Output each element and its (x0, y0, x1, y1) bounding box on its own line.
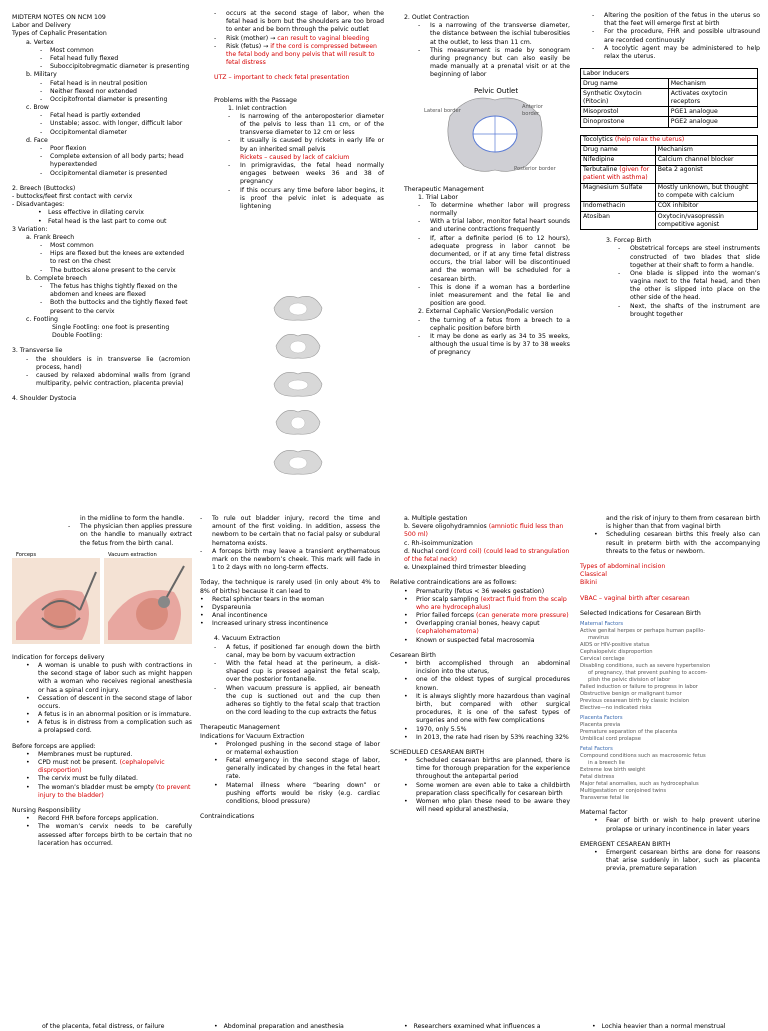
list-item: d. Nuchal cord (cord coil) (could lead to strangulation of the fetal neck) (404, 547, 570, 563)
list-item: • Some women are even able to take a childbirth preparation class specifically for cesarean birth (404, 781, 570, 797)
list-item: - If this occurs any time before labor begins, it is proof the pelvic inlet is adequate as lightening (228, 186, 384, 210)
table-row: Drug name Mechanism (581, 145, 758, 155)
list-item: - If, after a definite period (6 to 12 hours), adequate progress in labor cannot be documented, or if at any time fetal distress occurs, the trial labor will be discontinued and the woman will be scheduled for a cesarean birth. (418, 234, 570, 283)
section-heading: Indication for forceps delivery (12, 653, 105, 661)
figure-label: Posterior border (514, 165, 556, 172)
box-line: Placenta previa (580, 722, 621, 729)
list-heading: c. Brow (26, 104, 49, 112)
list-item: • Anal incontinence (200, 612, 268, 620)
section-heading: EMERGENT CESAREAN BIRTH (580, 840, 671, 848)
figure-label: Forceps (16, 551, 37, 558)
table-row: Synthetic Oxytocin (Pitocin) Activates oxytocin receptors (581, 89, 758, 107)
list-item: • The cervix must be fully dilated. (26, 775, 138, 783)
box-line: Active genital herpes or perhaps human papillo- (580, 627, 706, 634)
list-heading: 1. Inlet contraction (228, 104, 287, 112)
list-item: • Scheduling cesarean births this freely also can result in preterm birth with the accompanying threats to the fetus or newborn. (594, 531, 760, 555)
col-4 (583, 12, 760, 319)
box-line: Fetal distress (580, 774, 615, 781)
list-item: - Altering the position of the fetus in the uterus so that the feet will emerge first at birth (592, 12, 760, 28)
list-item: in the midline to form the handle. (80, 515, 185, 522)
list-item: - To rule out bladder injury, record the time and amount of the first voiding. In addition, assess the newborn to be certain that no facial palsy or subdural hematoma exists. (200, 515, 380, 547)
box-line: Elective—no indicated risks (580, 705, 652, 712)
list-item: • Scheduled cesarean births are planned, there is time for thorough preparation for the experience throughout the antepartal period (404, 757, 570, 781)
list-item: • The woman’s bladder must be empty (to prevent injury to the bladder) (26, 783, 191, 799)
list-item: • In 2013, the rate had risen by 53% reaching 32% (404, 733, 569, 741)
list-heading: a. Frank Breech (26, 233, 75, 241)
box-line: Transverse fetal lie (580, 795, 630, 802)
text-line: - Disadvantages: (12, 201, 65, 209)
list-item: - When vacuum pressure is applied, air beneath the cup is suctioned out and the cup then adheres so tightly to the fetal scalp that traction on the cord leading to the cup extracts the fetus (214, 684, 380, 717)
section-heading: Relative contraindications are as follows: (390, 579, 517, 587)
section-heading: Selected Indications for Cesarean Birth (580, 609, 701, 617)
indications-box (580, 621, 760, 802)
list-item: • Record FHR before forceps application. (26, 815, 159, 823)
text-line: - buttocks/feet first contact with cervix (12, 192, 133, 200)
box-line: Multigestation or conjoined twins (580, 788, 667, 795)
incision-classical: Classical (580, 571, 607, 579)
list-item: • 1970, only 5.5% (404, 725, 467, 733)
col-8 (580, 515, 760, 874)
box-line: Compound conditions such as macrosomic fetus (580, 753, 706, 760)
list-item: - With a trial labor, monitor fetal heart sounds and uterine contractions frequently (418, 218, 570, 234)
cut-off-line: of the placenta, fetal distress, or failure (42, 1023, 165, 1031)
list-item: - This measurement is made by sonogram during pregnancy but can also easily be made manually at a prenatal visit or at the beginning of labor (418, 46, 570, 79)
section-heading: SCHEDULED CESAREAN BIRTH (390, 748, 485, 756)
list-item: - Unstable; assoc. with longer, difficult labor (40, 120, 183, 128)
list-item: - Complete extension of all body parts; head hyperextended (40, 153, 184, 169)
section-heading: Problems with the Passage (214, 96, 297, 104)
figure-title: Pelvic Outlet (474, 86, 519, 95)
box-line: Failed induction or failure to progress in labor (580, 684, 698, 691)
list-item: • Rectal sphincter tears in the woman (200, 595, 325, 603)
figure-label: Anterior border (522, 103, 543, 117)
list-item: • Emergent cesarean births are done for reasons that arise suddenly in labor, such as placenta previa, premature separation (594, 849, 760, 873)
pelvic-outlet-figure (424, 86, 560, 178)
list-item: • Prior scalp sampling (extract fluid from the scalp who are hydrocephalus) (404, 595, 567, 611)
list-item: • A fetus is in distress from a complication such as a prolapsed cord. (26, 719, 192, 735)
list-heading: d. Face (26, 136, 48, 144)
list-item: c. Rh-isoimmunization (404, 539, 473, 547)
list-item: and the risk of injury to them from cesarean birth is higher than that from vaginal birth (606, 515, 760, 531)
list-item: • The woman’s cervix needs to be carefully assessed after forceps birth to be certain that no laceration has occurred. (26, 823, 192, 847)
list-heading: c. Footling (26, 315, 58, 323)
list-item: - Is a narrowing of the transverse diameter, the distance between the ischial tuberosities at the outlet, to less than 11 cm. (418, 22, 570, 46)
table-row: Misoprostol PGE1 analogue (581, 107, 758, 117)
list-item: e. Unexplained third trimester bleeding (404, 564, 526, 572)
section-heading: 3. Transverse lie (12, 347, 63, 355)
list-item: - To determine whether labor will progress normally (418, 201, 570, 218)
col-3 (404, 14, 570, 357)
box-line: Cervical cerclage (580, 655, 625, 662)
list-heading: 3. Forcep Birth (606, 237, 652, 245)
list-item: • Fetal head is the last part to come out (38, 217, 167, 225)
vbac-note: VBAC – vaginal birth after cesarean (580, 594, 690, 602)
list-item: - Most common (40, 242, 94, 250)
list-item: • It is always slightly more hazardous than vaginal birth, but compared with other surgical procedures, it is one of the safest types of surgeries and one with few complications (404, 692, 570, 725)
box-heading: Placenta Factors (580, 715, 623, 722)
list-item: • one of the oldest types of surgical procedures known. (404, 676, 570, 692)
section-heading: Indications for Vacuum Extraction (200, 732, 305, 740)
list-item: • A fetus is in an abnormal position or is immature. (26, 711, 192, 719)
list-item: • Dyspareunia (200, 603, 251, 611)
section-heading: Therapeutic Management (404, 185, 484, 193)
list-heading: b. Complete breech (26, 274, 87, 282)
list-item: • Fear of birth or wish to help prevent uterine prolapse or urinary incontinence in later years (594, 817, 760, 833)
list-item: • Fetal emergency in the second stage of labor, generally indicated by changes in the fetal heart rate. (214, 757, 380, 781)
list-item: • Prior failed forceps (can generate more pressure) (404, 612, 569, 620)
list-item: • Less effective in dilating cervix (38, 209, 144, 217)
list-item: • Overlapping cranial bones, heavy caput (cephalohematoma) (404, 620, 540, 636)
list-item: - In primigravidas, the fetal head normally engages between weeks 36 and 38 of pregnancy (228, 162, 384, 186)
list-item: - It may be done as early as 34 to 35 weeks, although the usual time is by 37 to 38 weeks of pregnancy (418, 332, 570, 357)
section-heading: Types of Cephalic Presentation (12, 30, 107, 38)
list-item: - The fetus has thighs tightly flexed on the abdomen and knees are flexed (40, 283, 178, 299)
box-line: Major fetal anomalies, such as hydrocephalus (580, 781, 699, 788)
tocolytics-table (580, 135, 758, 231)
text-line: Double Footling: (52, 332, 103, 340)
list-item: - This is done if a woman has a borderline inlet measurement and the fetal lie and position are good. (418, 283, 570, 308)
list-heading: 1. Trial Labor (418, 193, 458, 201)
box-line: of pregnancy, that prevent pushing to accom- (588, 669, 708, 676)
box-line: Extreme low birth weight (580, 767, 646, 774)
table-row: Atosiban Oxytocin/vasopressin competitive agonist (581, 212, 758, 230)
box-line: AIDS or HIV-positive status (580, 641, 650, 648)
list-item: - Occipitomental diameter is presented (40, 169, 168, 177)
list-item: - Neither flexed nor extended (40, 87, 137, 95)
cut-off-line: • Researchers examined what influences a (404, 1023, 541, 1031)
list-item: - Poor flexion (40, 145, 87, 152)
box-line: plish the pelvic division of labor (588, 677, 671, 683)
doc-subtitle: Labor and Delivery (12, 22, 71, 30)
list-item: • Cessation of descent in the second stage of labor occurs. (26, 694, 192, 710)
list-item: - Most common (40, 46, 94, 54)
list-item: - With the fetal head at the perineum, a disk-shaped cup is pressed against the fetal scalp, over the posterior fontanelle. (214, 660, 380, 684)
table-title: Tocolytics (help relax the uterus) (581, 135, 758, 145)
list-item: - Obstetrical forceps are steel instruments constructed of two blades that slide together at their shaft to form a handle. (618, 245, 760, 269)
rickets-note: Rickets – caused by lack of calcium (240, 153, 350, 161)
list-item: - A tocolytic agent may be administered to help relax the uterus. (592, 44, 760, 60)
list-item: • Increased urinary stress incontinence (200, 620, 329, 628)
doc-title: MIDTERM NOTES ON NCM 109 (12, 14, 106, 21)
section-heading: 2. Breech (Buttocks) (12, 184, 76, 192)
section-heading: Cesarean Birth (390, 651, 436, 659)
section-heading: Contraindications (200, 813, 255, 821)
list-item: • Maternal illness where “bearing down” or pushing efforts would be risky (e.g. cardiac conditions, blood pressure) (214, 781, 380, 805)
list-item: - Risk (fetus) → if the cord is compressed between the fetal body and bony pelvis that will result to fetal distress (214, 42, 377, 67)
box-line: Obstructive benign or malignant tumor (580, 691, 682, 698)
list-item: • A woman is unable to push with contractions in the second stage of labor such as might happen with a woman who receives regional anesthesia or has a spinal cord injury. (26, 661, 192, 694)
utz-note: UTZ – important to check fetal presentation (214, 74, 350, 82)
section-heading: Nursing Responsibility (12, 806, 81, 814)
figure-label: Lateral border (424, 107, 461, 114)
list-item: - It usually is caused by rickets in early life or by an inherited small pelvis (228, 137, 384, 153)
list-item: • CPD must not be present. (cephalopelvic disproportion) (26, 759, 165, 775)
cut-off-line: • Lochia heavier than a normal menstrual (592, 1023, 726, 1031)
table-row: Magnesium Sulfate Mostly unknown, but thought to compete with calcium (581, 183, 758, 201)
box-line: Premature separation of the placenta (580, 729, 678, 736)
box-line: Cephalopelvic disproportion (580, 648, 653, 655)
list-item: - the shoulders is in transverse lie (acromion process, hand) (26, 355, 190, 371)
table-row: Drug name Mechanism (581, 79, 758, 89)
col-2 (214, 10, 384, 211)
section-heading: 4. Shoulder Dystocia (12, 395, 77, 403)
box-line: Umbilical cord prolapse (580, 736, 641, 743)
col-7 (390, 515, 570, 814)
list-item: • Prolonged pushing in the second stage of labor or maternal exhaustion (214, 740, 380, 756)
box-line: Previous cesarean birth by classic incision (580, 698, 690, 705)
list-item: - occurs at the second stage of labor, when the fetal head is born but the shoulders are too broad to enter and be born through the pelvic outlet (214, 10, 384, 34)
figure-label: Vacuum extraction (108, 551, 157, 558)
list-item: • Known or suspected fetal macrosomia (404, 636, 535, 644)
list-item: • Prematurity (fetus < 36 weeks gestation) (404, 587, 545, 595)
list-item: - Occipitofrontal diameter is presenting (40, 95, 168, 103)
table-row: Terbutaline (given for patient with asthma) Beta 2 agonist (581, 165, 758, 183)
section-heading: Before forceps are applied: (12, 742, 96, 750)
list-item: - A forceps birth may leave a transient erythematous mark on the newborn’s cheek. This mark will fade in 1 to 2 days with no long-term effects. (200, 547, 380, 572)
table-row: Indomethacin COX inhibitor (581, 201, 758, 211)
box-line: in a breech lie (588, 760, 625, 767)
section-heading: Maternal factor (580, 809, 628, 817)
list-item: - Fetal head is in neutral position (40, 79, 148, 87)
list-item: - Suboccipitobregmatic diameter is presenting (40, 63, 190, 71)
list-heading: 2. Outlet Contraction (404, 14, 470, 21)
cut-off-line: • Abdominal preparation and anesthesia (214, 1023, 344, 1031)
incision-bikini: Bikini (580, 579, 597, 587)
labor-inducers-table (580, 68, 758, 127)
incision-types: Types of abdominal incision (580, 562, 666, 570)
pelvis-types-figure (268, 290, 328, 490)
list-item: - Next, the shafts of the instrument are brought together (618, 302, 760, 318)
table-row: Nifedipine Calcium channel blocker (581, 155, 758, 165)
list-item: - Hips are flexed but the knees are extended to rest on the chest (40, 250, 185, 266)
list-item: a. Multiple gestation (404, 515, 468, 522)
col-1 (12, 14, 190, 403)
list-item: b. Severe oligohydramnios (amniotic fluid less than 500 ml) (404, 523, 564, 539)
section-heading: 3 Variation: (12, 225, 48, 233)
list-item: - Both the buttocks and the tightly flexed feet present to the cervix (40, 299, 188, 315)
list-item: • Women who plan these need to be aware they will need epidural anesthesia, (404, 798, 570, 814)
list-item: - A fetus, if positioned far enough down the birth canal, may be born by vacuum extraction (214, 643, 380, 659)
list-item: - One blade is slipped into the woman’s vagina next to the fetal head, and then the other is slipped into place on the other side of the head. (618, 269, 760, 302)
box-heading: Fetal Factors (580, 746, 613, 753)
list-item: - Occipitomental diameter (40, 128, 127, 136)
col-5 (12, 515, 192, 848)
list-heading: b. Military (26, 71, 57, 79)
list-item: - Fetal head fully flexed (40, 54, 119, 62)
box-line: Disabling conditions, such as severe hypertension (580, 662, 711, 669)
list-item: - Fetal head is partly extended (40, 112, 141, 120)
list-item: - The buttocks alone present to the cervix (40, 266, 176, 274)
list-item: - caused by relaxed abdominal walls from (grand multiparity, pelvic contraction, placenta previa) (26, 371, 190, 388)
list-item: - Is narrowing of the anteroposterior diameter of the pelvis to less than 11 cm, or of the transverse diameter to 12 cm or less (228, 112, 384, 137)
list-item: - For the procedure, FHR and possible ultrasound are recorded continuously (592, 28, 760, 44)
paragraph: Today, the technique is rarely used (in only about 4% to 8% of births) because it can lead to (200, 579, 380, 595)
box-heading: Maternal Factors (580, 620, 624, 627)
col-6 (200, 515, 380, 821)
list-item: - the turning of a fetus from a breech to a cephalic position before birth (418, 316, 570, 332)
section-heading: Therapeutic Management (200, 724, 280, 732)
list-item: - The physician then applies pressure on the handle to manually extract the fetus from the birth canal. (68, 523, 192, 547)
forceps-vacuum-figure (12, 552, 192, 644)
list-item: • birth accomplished through an abdominal incision into the uterus, (404, 660, 570, 676)
table-row: Dinoprostone PGE2 analogue (581, 117, 758, 127)
box-line: mavirus (588, 634, 609, 641)
list-heading: a. Vertex (26, 38, 54, 46)
list-item: • Membranes must be ruptured. (26, 750, 133, 758)
list-heading: 4. Vacuum Extraction (214, 635, 281, 643)
text-line: Single Footling: one foot is presenting (52, 323, 170, 331)
list-heading: 2. External Cephalic Version/Podalic version (418, 308, 554, 316)
list-item: - Risk (mother) → can result to vaginal bleeding (214, 34, 370, 42)
table-title: Labor Inducers (581, 69, 758, 79)
